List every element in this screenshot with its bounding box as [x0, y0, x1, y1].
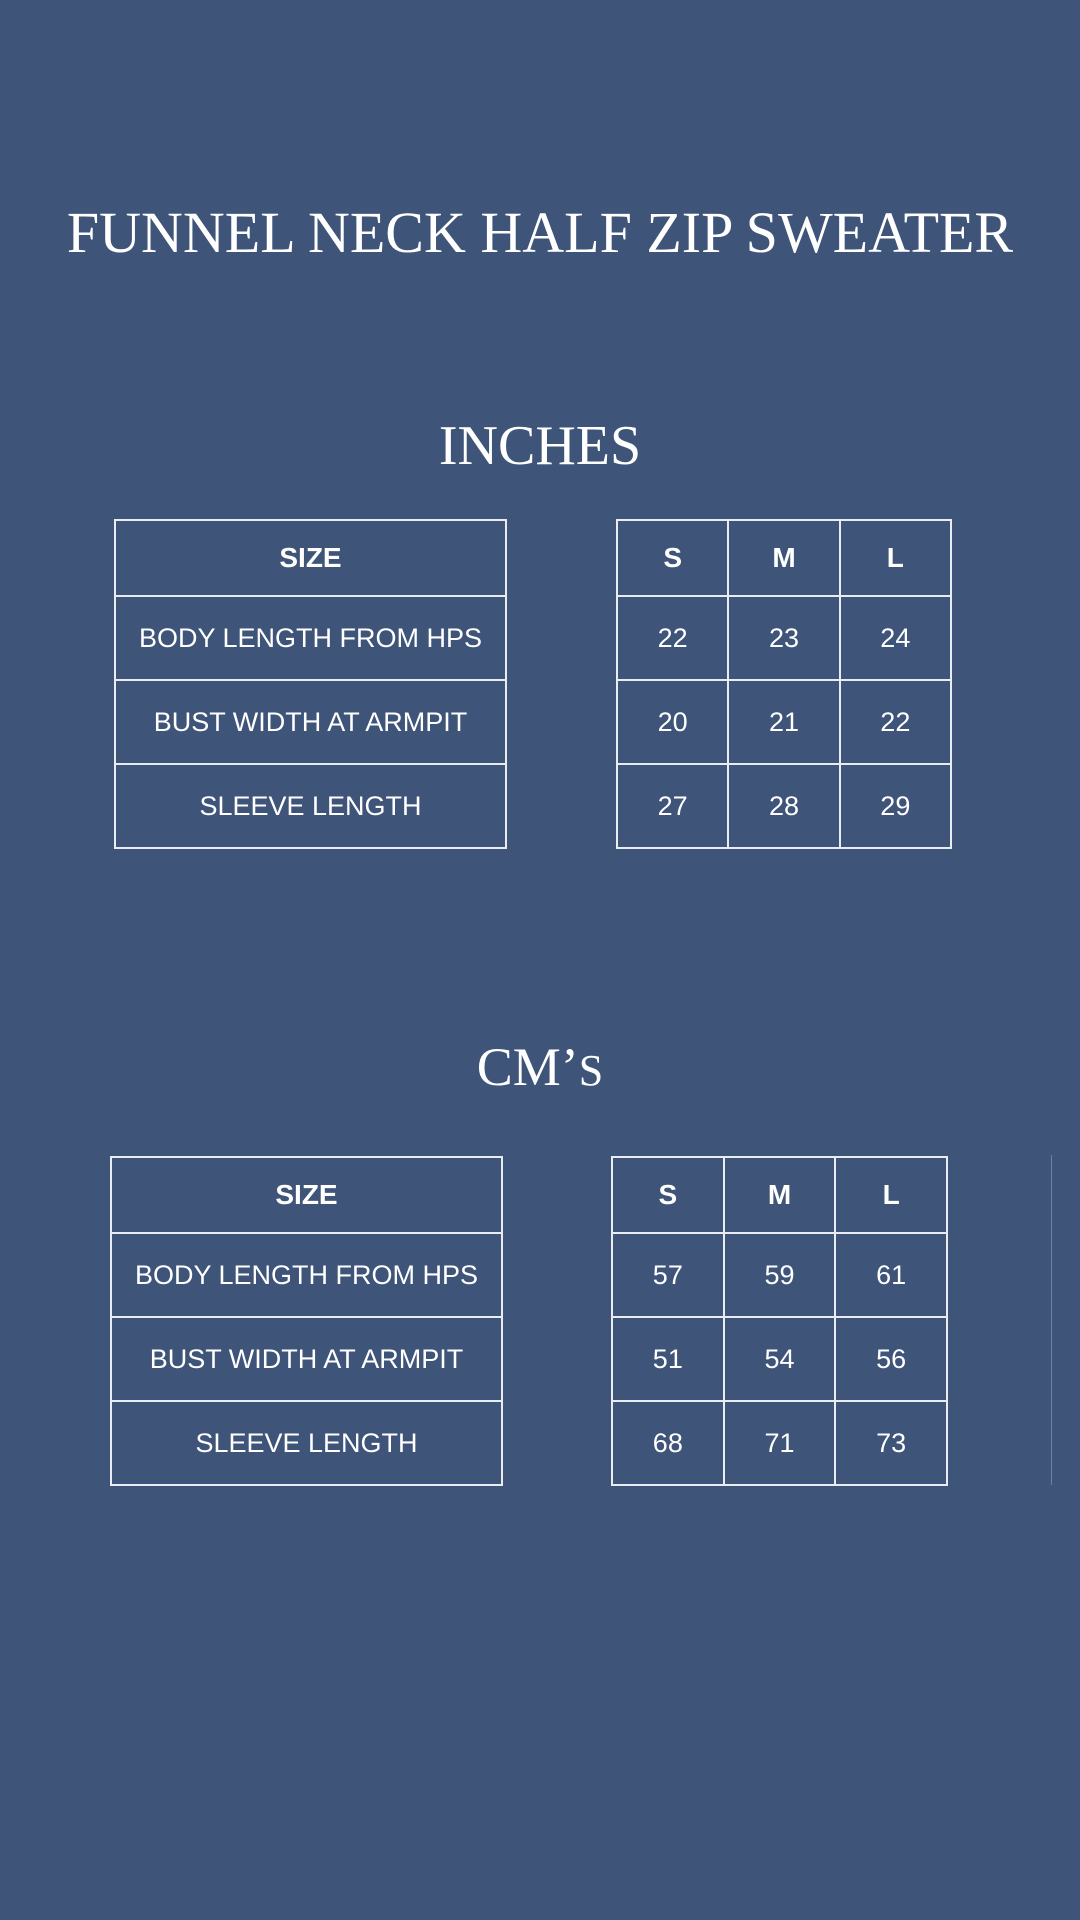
row-label-bust-width: BUST WIDTH AT ARMPIT	[115, 680, 506, 764]
size-header-m: M	[728, 520, 839, 596]
value-cell: 56	[835, 1317, 947, 1401]
value-cell: 23	[728, 596, 839, 680]
divider-line	[1051, 1155, 1052, 1485]
value-cell: 21	[728, 680, 839, 764]
section-title-suffix: S	[578, 1046, 604, 1095]
table-row	[617, 680, 951, 764]
table-row	[617, 596, 951, 680]
value-cell: 54	[724, 1317, 836, 1401]
inches-values-table	[616, 519, 952, 849]
table-row	[612, 1317, 947, 1401]
size-header-l: L	[840, 520, 951, 596]
table-row	[612, 1233, 947, 1317]
size-header-s: S	[612, 1157, 724, 1233]
value-cell: 68	[612, 1401, 724, 1485]
row-label-bust-width: BUST WIDTH AT ARMPIT	[111, 1317, 502, 1401]
value-cell: 57	[612, 1233, 724, 1317]
cms-label-table	[110, 1156, 503, 1486]
table-row	[617, 764, 951, 848]
value-cell: 51	[612, 1317, 724, 1401]
label-header: SIZE	[111, 1157, 502, 1233]
row-label-body-length: BODY LENGTH FROM HPS	[115, 596, 506, 680]
value-cell: 73	[835, 1401, 947, 1485]
value-cell: 28	[728, 764, 839, 848]
value-cell: 22	[617, 596, 728, 680]
value-cell: 29	[840, 764, 951, 848]
section-title-text: CM’	[476, 1037, 579, 1097]
cms-values-table	[611, 1156, 948, 1486]
value-cell: 24	[840, 596, 951, 680]
section-title-inches	[0, 413, 1080, 483]
value-cell: 27	[617, 764, 728, 848]
row-label-sleeve-length: SLEEVE LENGTH	[111, 1401, 502, 1485]
row-label-body-length: BODY LENGTH FROM HPS	[111, 1233, 502, 1317]
value-cell: 20	[617, 680, 728, 764]
size-header-m: M	[724, 1157, 836, 1233]
value-cell: 22	[840, 680, 951, 764]
row-label-sleeve-length: SLEEVE LENGTH	[115, 764, 506, 848]
value-cell: 71	[724, 1401, 836, 1485]
inches-label-table	[114, 519, 507, 849]
size-header-l: L	[835, 1157, 947, 1233]
page-title: FUNNEL NECK HALF ZIP SWEATER	[66, 200, 1014, 265]
size-header-s: S	[617, 520, 728, 596]
section-title-text: INCHES	[438, 415, 642, 477]
section-title-cms	[0, 1034, 1080, 1104]
label-header: SIZE	[115, 520, 506, 596]
value-cell: 61	[835, 1233, 947, 1317]
value-cell: 59	[724, 1233, 836, 1317]
table-row	[612, 1401, 947, 1485]
